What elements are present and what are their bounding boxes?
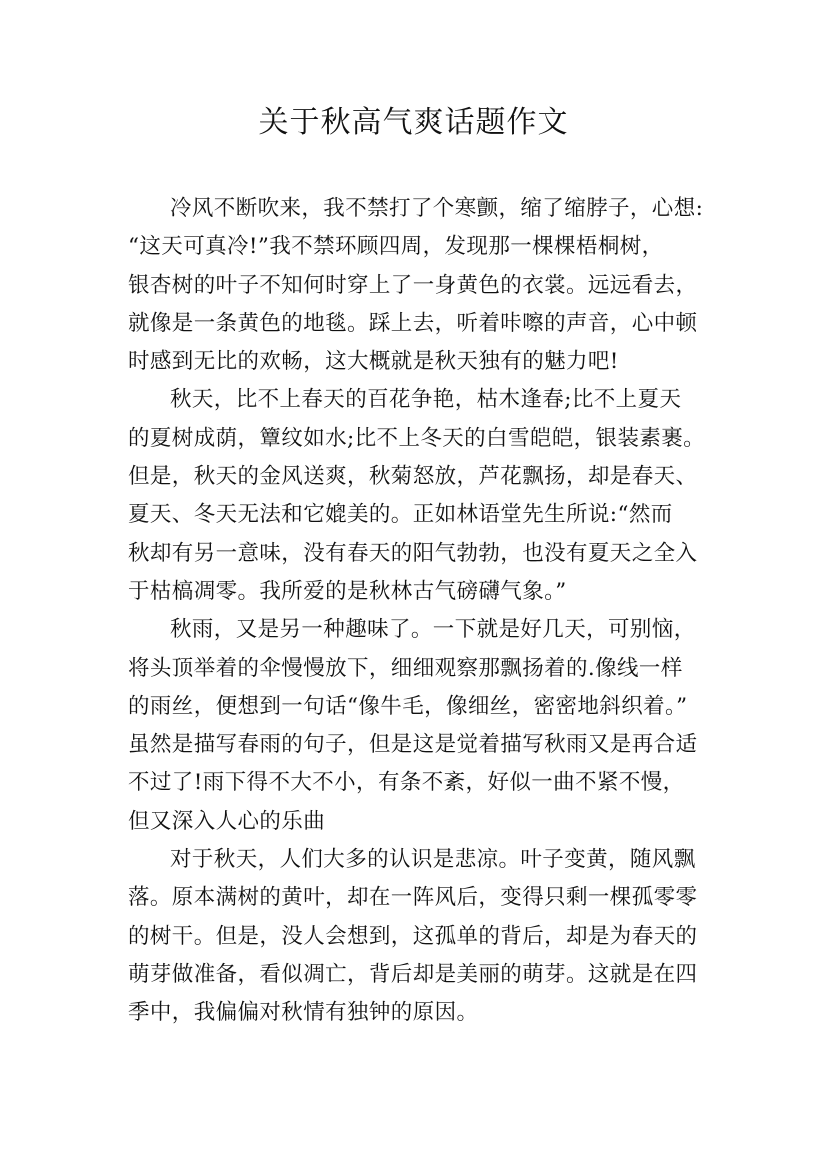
paragraph-line: 的夏树成荫，簟纹如水;比不上冬天的白雪皑皑，银装素裹。 [128, 425, 706, 451]
paragraph-line: 季中，我偏偏对秋情有独钟的原因。 [128, 1000, 479, 1026]
paragraph-line: 秋却有另一意味，没有春天的阳气勃勃，也没有夏天之全入 [128, 540, 698, 566]
document-body [128, 190, 718, 1033]
paragraph-line: 落。原本满树的黄叶，却在一阵风后，变得只剩一棵孤零零 [128, 885, 698, 911]
paragraph-line: “这天可真冷!”我不禁环顾四周，发现那一棵棵梧桐树， [128, 234, 664, 260]
paragraph-line: 银杏树的叶子不知何时穿上了一身黄色的衣裳。远远看去， [128, 272, 698, 298]
paragraph-1 [128, 190, 718, 381]
paragraph-line: 夏天、冬天无法和它媲美的。正如林语堂先生所说:“然而 [128, 502, 673, 528]
paragraph-line: 于枯槁凋零。我所爱的是秋林古气磅礴气象。” [128, 578, 567, 604]
paragraph-line: 的树干。但是，没人会想到，这孤单的背后，却是为春天的 [128, 923, 698, 949]
paragraph-line: 时感到无比的欢畅，这大概就是秋天独有的魅力吧! [128, 349, 619, 375]
paragraph-2 [128, 381, 718, 611]
paragraph-line: 但是，秋天的金风送爽，秋菊怒放，芦花飘扬，却是春天、 [128, 464, 698, 490]
paragraph-line: 冷风不断吹来，我不禁打了个寒颤，缩了缩脖子，心想: [170, 196, 704, 221]
paragraph-line: 对于秋天，人们大多的认识是悲凉。叶子变黄，随风飘 [170, 847, 696, 873]
paragraph-line: 萌芽做准备，看似凋亡，背后却是美丽的萌芽。这就是在四 [128, 961, 698, 987]
paragraph-line: 秋雨，又是另一种趣味了。一下就是好几天，可别恼， [170, 617, 696, 643]
paragraph-4 [128, 841, 718, 1032]
paragraph-line: 但又深入人心的乐曲 [128, 808, 326, 834]
paragraph-3 [128, 611, 718, 841]
paragraph-line: 秋天，比不上春天的百花争艳，枯木逢春;比不上夏天 [170, 387, 682, 413]
paragraph-line: 将头顶举着的伞慢慢放下，细细观察那飘扬着的.像线一样 [128, 655, 683, 681]
paragraph-line: 就像是一条黄色的地毯。踩上去，听着咔嚓的声音，心中顿 [128, 310, 698, 336]
paragraph-line: 虽然是描写春雨的句子，但是这是觉着描写秋雨又是再合适 [128, 732, 698, 758]
paragraph-line: 的雨丝，便想到一句话“像牛毛，像细丝，密密地斜织着。” [128, 693, 688, 719]
paragraph-line: 不过了!雨下得不大不小，有条不紊，好似一曲不紧不慢， [128, 770, 685, 796]
document-title: 关于秋高气爽话题作文 [258, 105, 569, 140]
